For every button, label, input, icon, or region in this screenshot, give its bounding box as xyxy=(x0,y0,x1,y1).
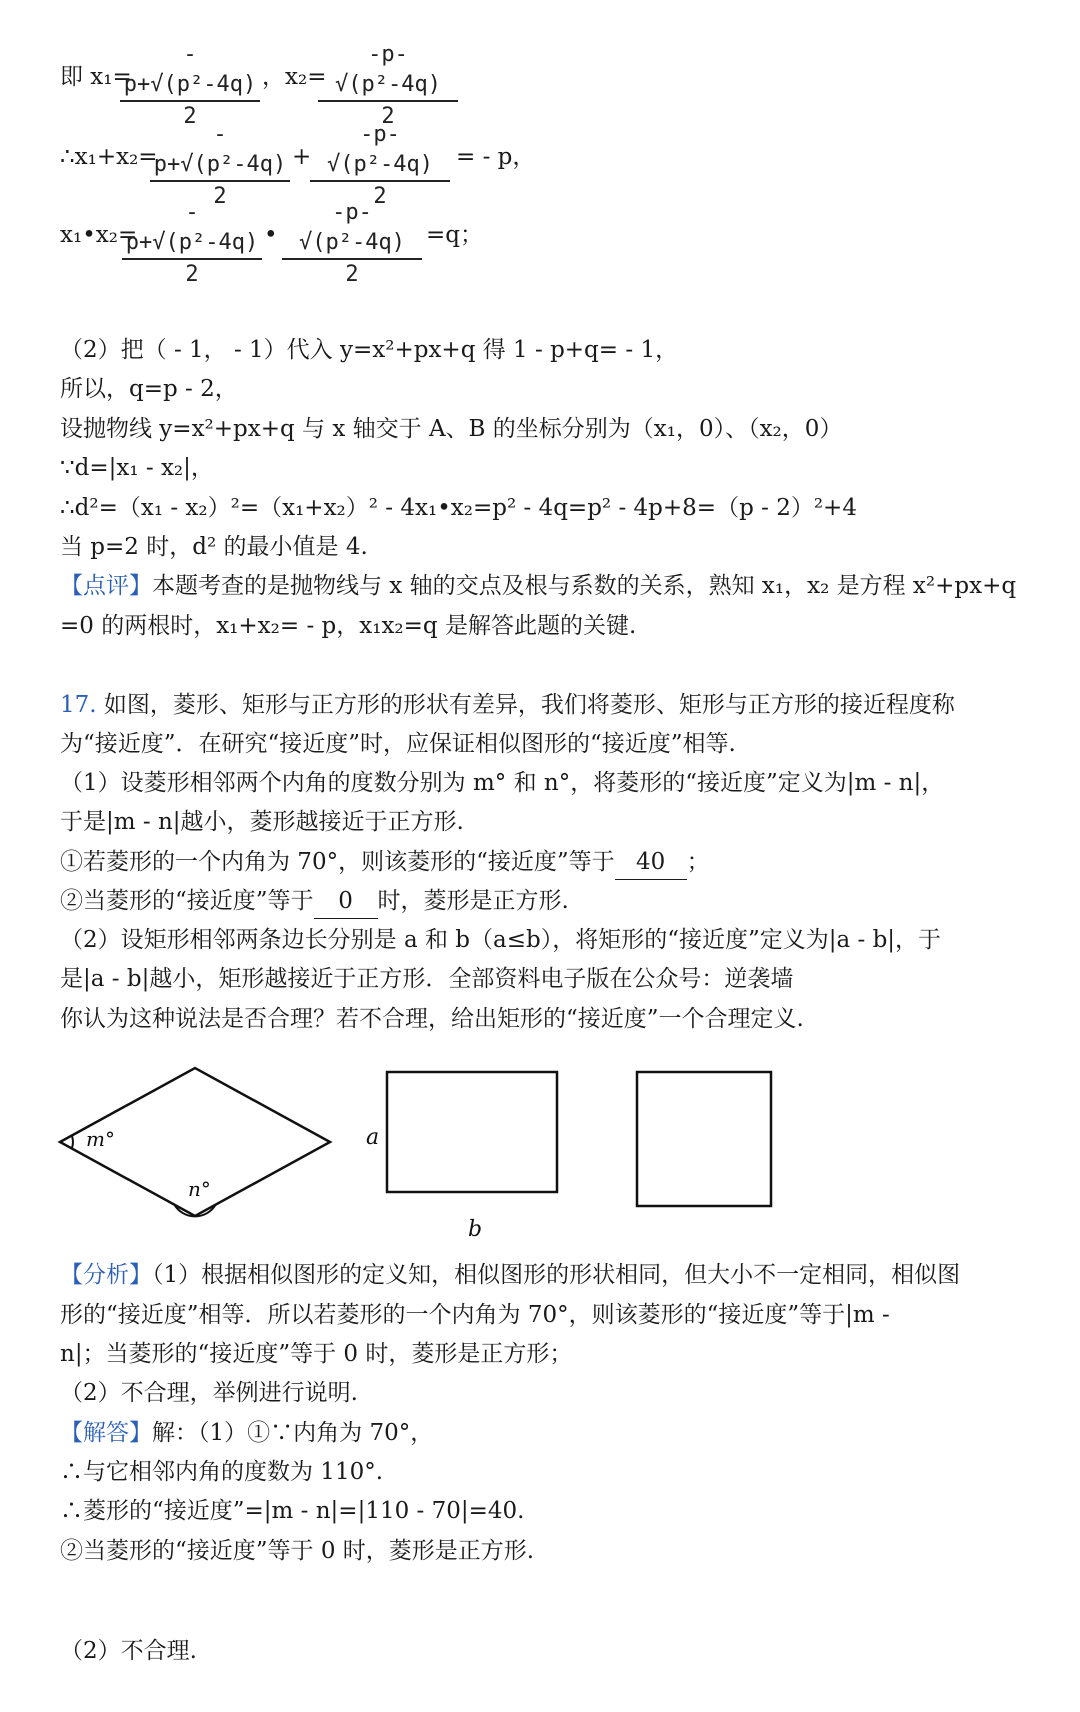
q17-line5 xyxy=(60,845,710,880)
fraction-denominator: 2 xyxy=(381,104,395,129)
x1-label: 即 x₁= xyxy=(60,64,132,90)
part2-line4: ∵d=|x₁ - x₂|， xyxy=(60,455,214,481)
side-a-label: a xyxy=(366,1125,380,1150)
fraction-product-b xyxy=(282,198,422,290)
q17-sub2-end: 时，菱形是正方形. xyxy=(377,888,569,914)
comment-line1 xyxy=(60,569,1016,603)
q17-line3: （1）设菱形相邻两个内角的度数分别为 m° 和 n°，将菱形的“接近度”定义为|m - n|， xyxy=(60,770,945,796)
comment-line2: =0 的两根时，x₁+x₂= - p，x₁x₂=q 是解答此题的关键. xyxy=(60,613,637,639)
analysis-text: （1）根据相似图形的定义知，相似图形的形状相同，但大小不一定相同，相似图 xyxy=(152,1262,961,1288)
part2-line2: 所以，q=p - 2， xyxy=(60,376,238,402)
angle-m-arc xyxy=(72,1136,73,1148)
q17-sub2-text: ②当菱形的“接近度”等于 xyxy=(60,888,314,914)
analysis-line4: （2）不合理，举例进行说明. xyxy=(60,1380,358,1406)
fraction-numerator: -p+√(p²-4q) xyxy=(122,198,262,260)
product-result: =q； xyxy=(426,222,483,248)
answer-line1 xyxy=(60,1416,433,1450)
answer-line3: ∴菱形的“接近度”=|m - n|=|110 - 70|=40. xyxy=(60,1498,525,1524)
part2-line1: （2）把（ - 1， - 1）代入 y=x²+px+q 得 1 - p+q= - 1， xyxy=(60,337,679,363)
q17-line4: 于是|m - n|越小，菱形越接近于正方形. xyxy=(60,809,464,835)
fraction-denominator: 2 xyxy=(345,262,359,287)
q17-text: 如图，菱形、矩形与正方形的形状有差异，我们将菱形、矩形与正方形的接近程度称 xyxy=(103,692,955,718)
fraction-denominator: 2 xyxy=(213,184,227,209)
rectangle-shape xyxy=(387,1072,557,1192)
fraction-numerator: -p+√(p²-4q) xyxy=(120,40,260,102)
analysis-tag: 【分析】 xyxy=(60,1262,152,1288)
question-number: 17. xyxy=(60,692,97,718)
fraction-denominator: 2 xyxy=(185,262,199,287)
angle-n-label: n° xyxy=(188,1177,211,1201)
x2-label: ，x₂= xyxy=(262,64,327,90)
product-label: x₁•x₂= xyxy=(60,222,138,248)
fraction-denominator: 2 xyxy=(373,184,387,209)
analysis-line3: n|；当菱形的“接近度”等于 0 时，菱形是正方形； xyxy=(60,1341,573,1367)
q17-line1 xyxy=(60,688,955,722)
q17-line9: 你认为这种说法是否合理？若不合理，给出矩形的“接近度”一个合理定义. xyxy=(60,1006,804,1032)
fraction-numerator: -p-√(p²-4q) xyxy=(282,198,422,260)
comment-tag: 【点评】 xyxy=(60,573,152,599)
side-b-label: b xyxy=(468,1217,483,1242)
fraction-x1 xyxy=(120,40,260,132)
answer-blank: 0 xyxy=(314,884,378,919)
fraction-product-a xyxy=(122,198,262,290)
answer-line2: ∴与它相邻内角的度数为 110°. xyxy=(60,1459,384,1485)
fraction-numerator: -p+√(p²-4q) xyxy=(150,120,290,182)
fraction-denominator: 2 xyxy=(183,104,197,129)
q17-line2: 为“接近度”．在研究“接近度”时，应保证相似图形的“接近度”相等. xyxy=(60,731,736,757)
part2-line5: ∴d²=（x₁ - x₂）²=（x₁+x₂）² - 4x₁•x₂=p² - 4q=p² - 4p+8=（p - 2）²+4 xyxy=(60,495,857,521)
analysis-line2: 形的“接近度”相等．所以若菱形的一个内角为 70°，则该菱形的“接近度”等于|m - xyxy=(60,1302,890,1328)
fraction-x2 xyxy=(318,40,458,132)
answer-blank: 40 xyxy=(615,845,687,880)
answer-line4: ②当菱形的“接近度”等于 0 时，菱形是正方形. xyxy=(60,1538,535,1564)
q17-line6 xyxy=(60,884,569,919)
dot-sign: • xyxy=(264,222,278,248)
shapes-figure xyxy=(0,1060,1080,1250)
angle-n-arc xyxy=(174,1204,216,1216)
fraction-numerator: -p-√(p²-4q) xyxy=(318,40,458,102)
angle-m-label: m° xyxy=(86,1127,115,1151)
answer-tag: 【解答】 xyxy=(60,1420,152,1446)
q17-line7: （2）设矩形相邻两条边长分别是 a 和 b（a≤b），将矩形的“接近度”定义为|a - b|，于 xyxy=(60,927,942,953)
plus-sign: + xyxy=(292,144,312,170)
q17-line8: 是|a - b|越小，矩形越接近于正方形．全部资料电子版在公众号：逆袭墙 xyxy=(60,966,794,992)
answer-text: 解：（1）①∵内角为 70°， xyxy=(152,1420,434,1446)
square-shape xyxy=(637,1072,771,1206)
q17-sub1-text: ①若菱形的一个内角为 70°，则该菱形的“接近度”等于 xyxy=(60,849,615,875)
comment-text: 本题考查的是抛物线与 x 轴的交点及根与系数的关系，熟知 x₁，x₂ 是方程 x²+px+q xyxy=(152,573,1017,599)
sum-result: = - p， xyxy=(456,144,536,170)
analysis-line1 xyxy=(60,1258,960,1292)
part2-line3: 设抛物线 y=x²+px+q 与 x 轴交于 A、B 的坐标分别为（x₁，0）、（x₂，0） xyxy=(60,416,843,442)
answer-line5: （2）不合理. xyxy=(60,1638,197,1664)
sum-label: ∴x₁+x₂= xyxy=(60,144,158,170)
part2-line6: 当 p=2 时，d² 的最小值是 4. xyxy=(60,534,368,560)
fraction-numerator: -p-√(p²-4q) xyxy=(310,120,450,182)
q17-sub1-end: ； xyxy=(686,849,710,875)
